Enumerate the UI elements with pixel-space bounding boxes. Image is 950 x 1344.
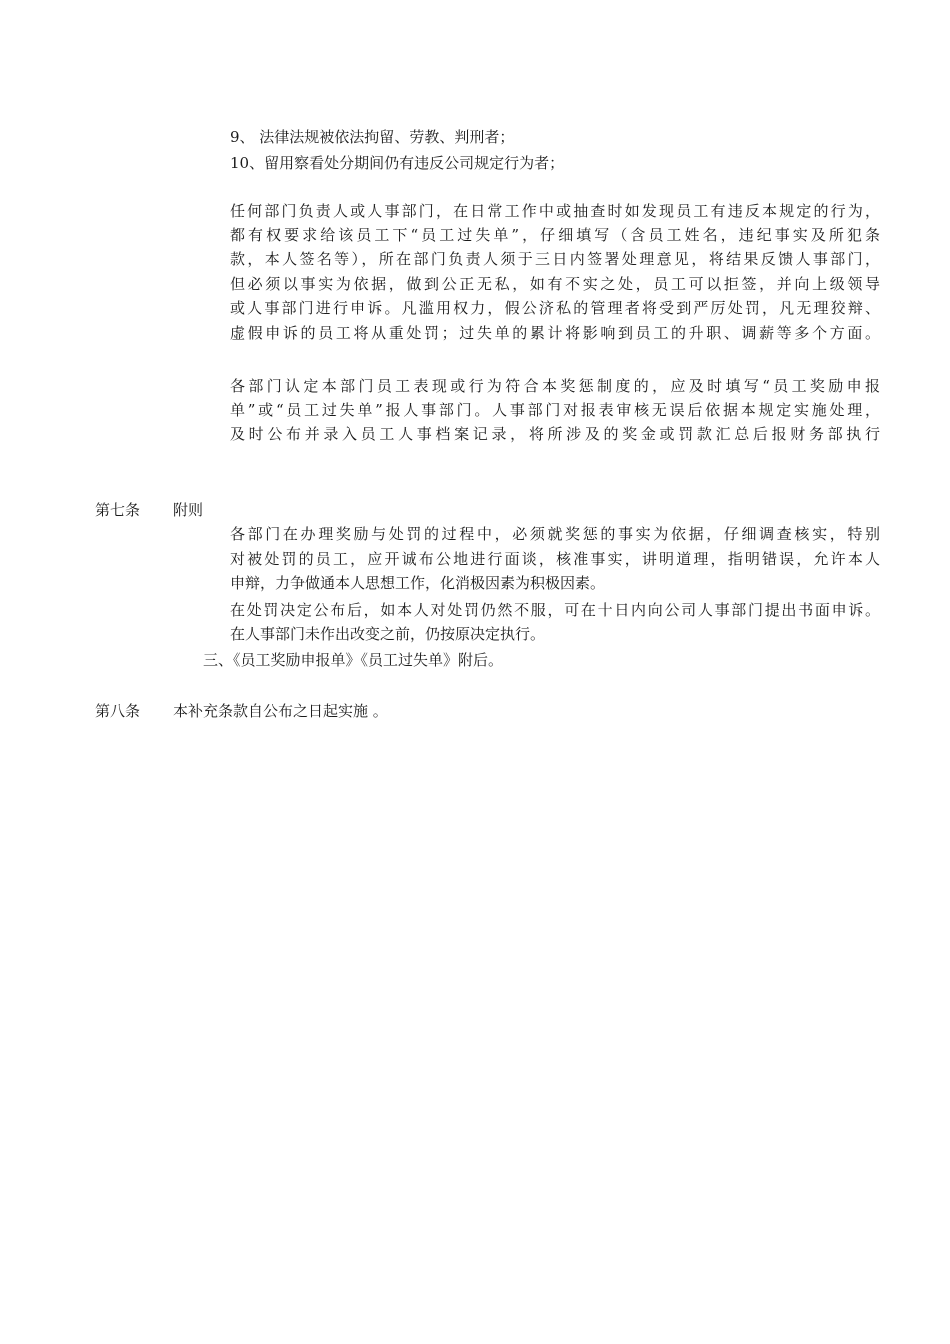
- paragraph-line: 各部门在办理奖励与处罚的过程中，必须就奖惩的事实为依据，仔细调查核实，特别: [230, 525, 880, 543]
- paragraph-line: 任何部门负责人或人事部门，在日常工作中或抽查时如发现员工有违反本规定的行为，: [230, 202, 880, 220]
- paragraph-line: 在人事部门未作出改变之前，仍按原决定执行。: [230, 625, 546, 643]
- paragraph-line: 各部门认定本部门员工表现或行为符合本奖惩制度的，应及时填写“员工奖励申报: [230, 377, 880, 395]
- paragraph-line: 申辩，力争做通本人思想工作，化消极因素为积极因素。: [230, 574, 606, 592]
- paragraph-line: 或人事部门进行申诉。凡滥用权力，假公济私的管理者将受到严厉处罚，凡无理狡辩、: [230, 299, 880, 317]
- article-8-text: 本补充条款自公布之日起实施 。: [173, 702, 388, 720]
- paragraph-line: 虚假申诉的员工将从重处罚；过失单的累计将影响到员工的升职、调薪等多个方面。: [230, 324, 880, 342]
- paragraph-line: 单”或“员工过失单”报人事部门。人事部门对报表审核无误后依据本规定实施处理，: [230, 401, 880, 419]
- list-item-10: 10、留用察看处分期间仍有违反公司规定行为者；: [230, 154, 565, 172]
- paragraph-line: 款，本人签名等），所在部门负责人须于三日内签署处理意见，将结果反馈人事部门，: [230, 250, 880, 268]
- article-7-number: 第七条: [95, 501, 141, 519]
- list-item-9: 9、 法律法规被依法拘留、劳教、判刑者；: [230, 128, 515, 146]
- article-7-title: 附则: [173, 501, 204, 519]
- list-item-3: 三、《员工奖励申报单》《员工过失单》附后。: [203, 651, 504, 669]
- paragraph-line: 但必须以事实为依据，做到公正无私，如有不实之处，员工可以拒签，并向上级领导: [230, 275, 880, 293]
- paragraph-line: 在处罚决定公布后，如本人对处罚仍然不服，可在十日内向公司人事部门提出书面申诉。: [230, 601, 880, 619]
- paragraph-line: 及时公布并录入员工人事档案记录，将所涉及的奖金或罚款汇总后报财务部执行: [230, 425, 880, 443]
- paragraph-line: 对被处罚的员工，应开诚布公地进行面谈，核准事实，讲明道理，指明错误，允许本人: [230, 550, 880, 568]
- article-8-number: 第八条: [95, 702, 141, 720]
- paragraph-line: 都有权要求给该员工下“员工过失单”，仔细填写（含员工姓名，违纪事实及所犯条: [230, 226, 880, 244]
